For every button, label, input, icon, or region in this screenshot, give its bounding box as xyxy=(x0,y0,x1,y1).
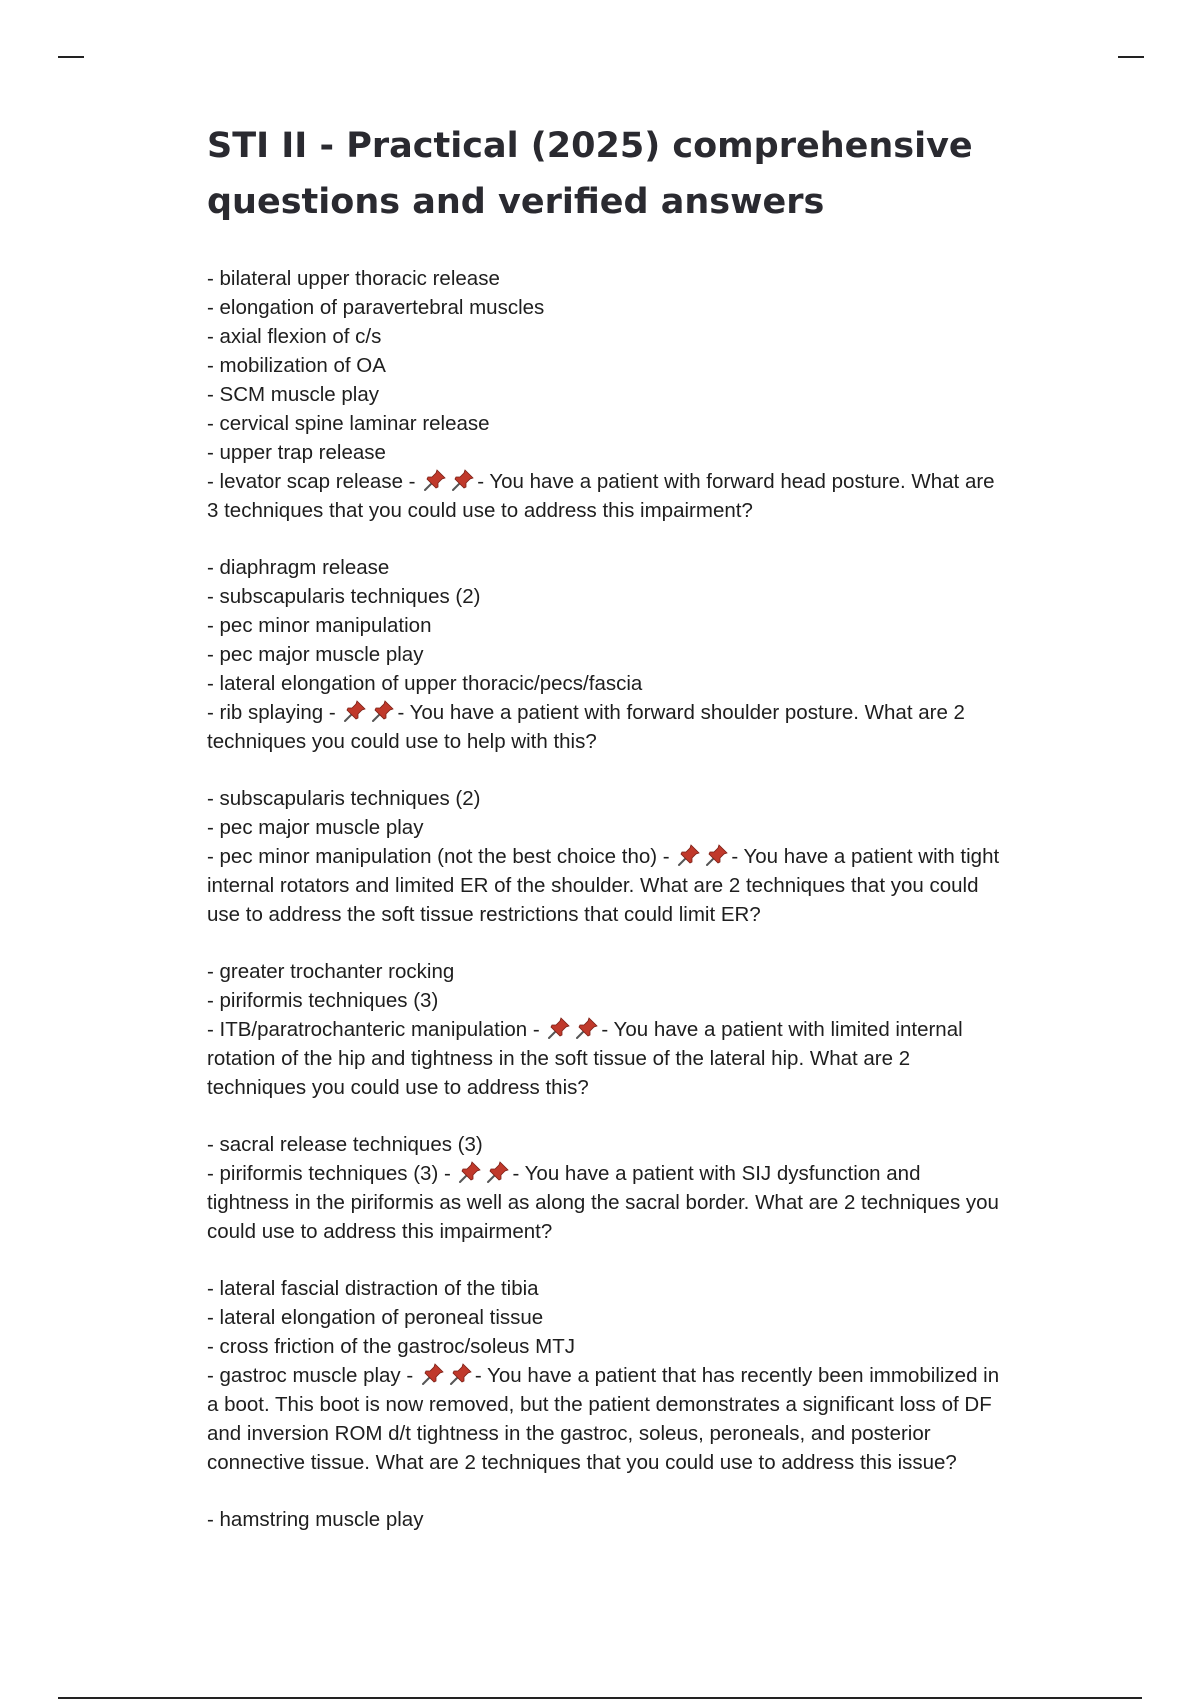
answer-line: - SCM muscle play xyxy=(207,383,380,406)
corner-mark-left xyxy=(58,56,84,58)
question-text: - You have a patient with tight internal rotators and limited ER of the shoulder. What are 2 techniques that you could use to address the soft tissue restrictions that could limit ER? xyxy=(207,845,1000,926)
qa-block xyxy=(207,957,1007,1102)
answer-line: - greater trochanter rocking xyxy=(207,960,455,983)
answer-line: - bilateral upper thoracic release xyxy=(207,267,500,290)
answer-line: - cross friction of the gastroc/soleus MTJ xyxy=(207,1335,575,1358)
pushpin-icon xyxy=(677,843,701,867)
last-answer: - levator scap release - xyxy=(207,470,422,493)
qa-block xyxy=(207,553,1007,756)
answer-line: - pec major muscle play xyxy=(207,816,424,839)
pushpin-icon xyxy=(547,1016,571,1040)
answer-question-line xyxy=(207,1015,1007,1102)
qa-block xyxy=(207,784,1007,929)
answer-question-line xyxy=(207,1361,1007,1477)
pushpin-icon xyxy=(421,1362,445,1386)
question-text: - You have a patient with forward shoulder posture. What are 2 techniques you could use to help with this? xyxy=(207,701,965,753)
answer-question-line xyxy=(207,1159,1007,1246)
answer-line: - lateral elongation of upper thoracic/pecs/fascia xyxy=(207,672,643,695)
last-answer: - rib splaying - xyxy=(207,701,342,724)
answer-line: - subscapularis techniques (2) xyxy=(207,585,481,608)
last-answer: - piriformis techniques (3) - xyxy=(207,1162,457,1185)
title-line-1: STI II - Practical (2025) comprehensive xyxy=(207,126,973,166)
last-answer: - pec minor manipulation (not the best choice tho) - xyxy=(207,845,676,868)
answer-line: - lateral fascial distraction of the tibia xyxy=(207,1277,539,1300)
answer-line: - mobilization of OA xyxy=(207,354,386,377)
corner-mark-right xyxy=(1118,56,1144,58)
answer-line: - diaphragm release xyxy=(207,556,390,579)
question-text: - You have a patient with forward head posture. What are 3 techniques that you could use to address this impairment? xyxy=(207,470,995,522)
answer-line: - hamstring muscle play xyxy=(207,1508,424,1531)
answer-line: - upper trap release xyxy=(207,441,386,464)
last-answer: - gastroc muscle play - xyxy=(207,1364,419,1387)
last-answer: - ITB/paratrochanteric manipulation - xyxy=(207,1018,546,1041)
pushpin-icon xyxy=(343,699,367,723)
page-title xyxy=(207,118,1007,230)
answer-line: - lateral elongation of peroneal tissue xyxy=(207,1306,544,1329)
answer-line: - axial flexion of c/s xyxy=(207,325,382,348)
pushpin-icon xyxy=(451,468,475,492)
pushpin-icon xyxy=(371,699,395,723)
pushpin-icon xyxy=(449,1362,473,1386)
question-text: - You have a patient with limited internal rotation of the hip and tightness in the soft tissue of the lateral hip. What are 2 techniques you could use to address this? xyxy=(207,1018,963,1099)
answer-line: - subscapularis techniques (2) xyxy=(207,787,481,810)
qa-block xyxy=(207,1130,1007,1246)
answer-line: - piriformis techniques (3) xyxy=(207,989,439,1012)
qa-blocks xyxy=(207,264,1007,1534)
answer-line: - pec major muscle play xyxy=(207,643,424,666)
question-text: - You have a patient that has recently been immobilized in a boot. This boot is now removed, but the patient demonstrates a significant loss of DF and inversion ROM d/t tightness in the gastroc, soleus, peroneals, and posterior connective tissue. What are 2 techniques that you could use to address this issue? xyxy=(207,1364,1000,1474)
qa-block xyxy=(207,1274,1007,1477)
pushpin-icon xyxy=(423,468,447,492)
pushpin-icon xyxy=(458,1160,482,1184)
answer-line: - pec minor manipulation xyxy=(207,614,432,637)
answer-question-line xyxy=(207,842,1007,929)
question-text: - You have a patient with SIJ dysfunction and tightness in the piriformis as well as along the sacral border. What are 2 techniques you could use to address this impairment? xyxy=(207,1162,999,1243)
pushpin-icon xyxy=(486,1160,510,1184)
bottom-rule xyxy=(58,1697,1142,1699)
answer-question-line xyxy=(207,467,1007,525)
answer-line: - sacral release techniques (3) xyxy=(207,1133,483,1156)
title-line-2: questions and verified answers xyxy=(207,182,825,222)
answer-line: - cervical spine laminar release xyxy=(207,412,490,435)
answer-question-line xyxy=(207,698,1007,756)
answer-line: - elongation of paravertebral muscles xyxy=(207,296,545,319)
pushpin-icon xyxy=(575,1016,599,1040)
document-page xyxy=(207,118,1007,1562)
pushpin-icon xyxy=(705,843,729,867)
qa-block xyxy=(207,264,1007,525)
qa-block xyxy=(207,1505,1007,1534)
